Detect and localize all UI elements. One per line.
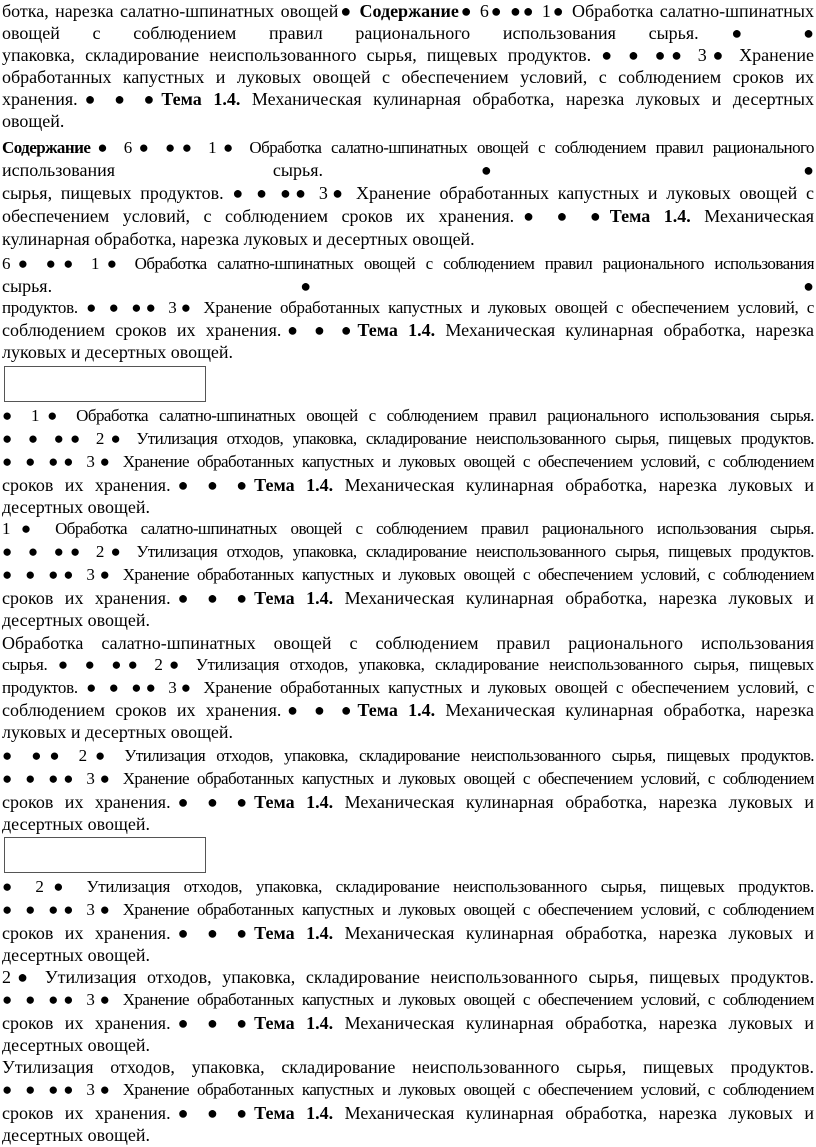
text-line: ● ● ●● 3● Хранение обработанных капустных и луковых овощей с обеспечением условий, с соблюдением <box>2 1080 814 1099</box>
text-line: сроков их хранения.● ● ●Тема 1.4. Механическая кулинарная обработка, нарезка луковых и <box>2 588 814 608</box>
text-line: упаковка, складирование неиспользованного сырья, пищевых продуктов. ● ● ●● 3● Хранение <box>2 45 814 65</box>
text-line: сроков их хранения.● ● ●Тема 1.4. Механическая кулинарная обработка, нарезка луковых и <box>2 923 814 943</box>
text-line: использования сырья. ● ● <box>2 160 814 180</box>
text-line: сырья, пищевых продуктов. ● ● ●● 3● Хранение обработанных капустных и луковых овощей с <box>2 183 814 203</box>
text-line: 1● Обработка салатно-шпинатных овощей с соблюдением правил рационального использования сырья. <box>2 519 814 538</box>
text-line: Обработка салатно-шпинатных овощей с соблюдением правил рационального использования <box>2 633 814 653</box>
text-line: сроков их хранения.● ● ●Тема 1.4. Механическая кулинарная обработка, нарезка луковых и <box>2 792 814 812</box>
text-line: ● ● ●● 3● Хранение обработанных капустных и луковых овощей с обеспечением условий, с соблюдением <box>2 900 814 919</box>
text-line: кулинарная обработка, нарезка луковых и десертных овощей. <box>2 229 475 249</box>
text-line: сроков их хранения.● ● ●Тема 1.4. Механическая кулинарная обработка, нарезка луковых и <box>2 1013 814 1033</box>
image-placeholder <box>4 837 206 873</box>
text-line: сроков их хранения.● ● ●Тема 1.4. Механическая кулинарная обработка, нарезка луковых и <box>2 1103 814 1123</box>
text-line: десертных овощей. <box>2 945 151 965</box>
text-line: 6● ●● 1● Обработка салатно-шпинатных овощей с соблюдением правил рационального использования <box>2 254 814 273</box>
text-line: ● 2● Утилизация отходов, упаковка, складирование неиспользованного сырья, пищевых продуктов. <box>2 877 814 896</box>
text-line: десертных овощей. <box>2 814 151 834</box>
text-line: соблюдением сроков их хранения.● ● ●Тема 1.4. Механическая кулинарная обработка, нарезка <box>2 700 814 720</box>
text-line: обработанных капустных и луковых овощей с обеспечением условий, с соблюдением сроков их <box>2 67 814 87</box>
text-line: ботка, нарезка салатно-шпинатных овощей● Содержание● 6● ●● 1● Обработка салатно-шпинатных <box>2 1 814 21</box>
text-line: ● ● ●● 3● Хранение обработанных капустных и луковых овощей с обеспечением условий, с соблюдением <box>2 990 814 1009</box>
text-line: десертных овощей. <box>2 1035 151 1055</box>
text-line: сырья. ● ● ●● 2● Утилизация отходов, упаковка, складирование неиспользованного сырья, пищевых <box>2 655 814 674</box>
text-line: сырья. ● ● <box>2 276 814 296</box>
text-line: Содержание● 6● ●● 1● Обработка салатно-шпинатных овощей с соблюдением правил рационального <box>2 138 814 157</box>
text-line: ● ● ●● 3● Хранение обработанных капустных и луковых овощей с обеспечением условий, с соблюдением <box>2 565 814 584</box>
text-line: сроков их хранения.● ● ●Тема 1.4. Механическая кулинарная обработка, нарезка луковых и <box>2 475 814 495</box>
text-line: ● 1● Обработка салатно-шпинатных овощей с соблюдением правил рационального использования сырья. <box>2 406 814 425</box>
text-line: ● ● ●● 3● Хранение обработанных капустных и луковых овощей с обеспечением условий, с соблюдением <box>2 452 814 471</box>
text-line: луковых и десертных овощей. <box>2 722 234 742</box>
text-line: соблюдением сроков их хранения.● ● ●Тема 1.4. Механическая кулинарная обработка, нарезка <box>2 320 814 340</box>
text-line: ● ● ●● 2● Утилизация отходов, упаковка, складирование неиспользованного сырья, пищевых продуктов. <box>2 542 814 561</box>
text-line: луковых и десертных овощей. <box>2 342 234 362</box>
text-line: десертных овощей. <box>2 1125 151 1145</box>
text-line: продуктов. ● ● ●● 3● Хранение обработанных капустных и луковых овощей с обеспечением условий, с <box>2 298 814 317</box>
text-line: хранения.● ● ●Тема 1.4. Механическая кулинарная обработка, нарезка луковых и десертных <box>2 89 814 109</box>
text-line: десертных овощей. <box>2 497 151 517</box>
text-line: овощей с соблюдением правил рационального использования сырья. ● ● <box>2 23 814 43</box>
text-line: Утилизация отходов, упаковка, складирование неиспользованного сырья, пищевых продуктов. <box>2 1057 814 1077</box>
image-placeholder <box>4 366 206 402</box>
text-line: ● ● ●● 3● Хранение обработанных капустных и луковых овощей с обеспечением условий, с соблюдением <box>2 769 814 788</box>
text-line: ● ●● 2● Утилизация отходов, упаковка, складирование неиспользованного сырья, пищевых продуктов. <box>2 746 814 765</box>
text-line: продуктов. ● ● ●● 3● Хранение обработанных капустных и луковых овощей с обеспечением условий, с <box>2 678 814 697</box>
text-line: обеспечением условий, с соблюдением сроков их хранения.● ● ●Тема 1.4. Механическая <box>2 206 814 226</box>
text-line: овощей. <box>2 111 65 131</box>
text-line: 2● Утилизация отходов, упаковка, складирование неиспользованного сырья, пищевых продуктов. <box>2 967 814 987</box>
text-line: ● ● ●● 2● Утилизация отходов, упаковка, складирование неиспользованного сырья, пищевых продуктов. <box>2 429 814 448</box>
text-line: десертных овощей. <box>2 610 151 630</box>
